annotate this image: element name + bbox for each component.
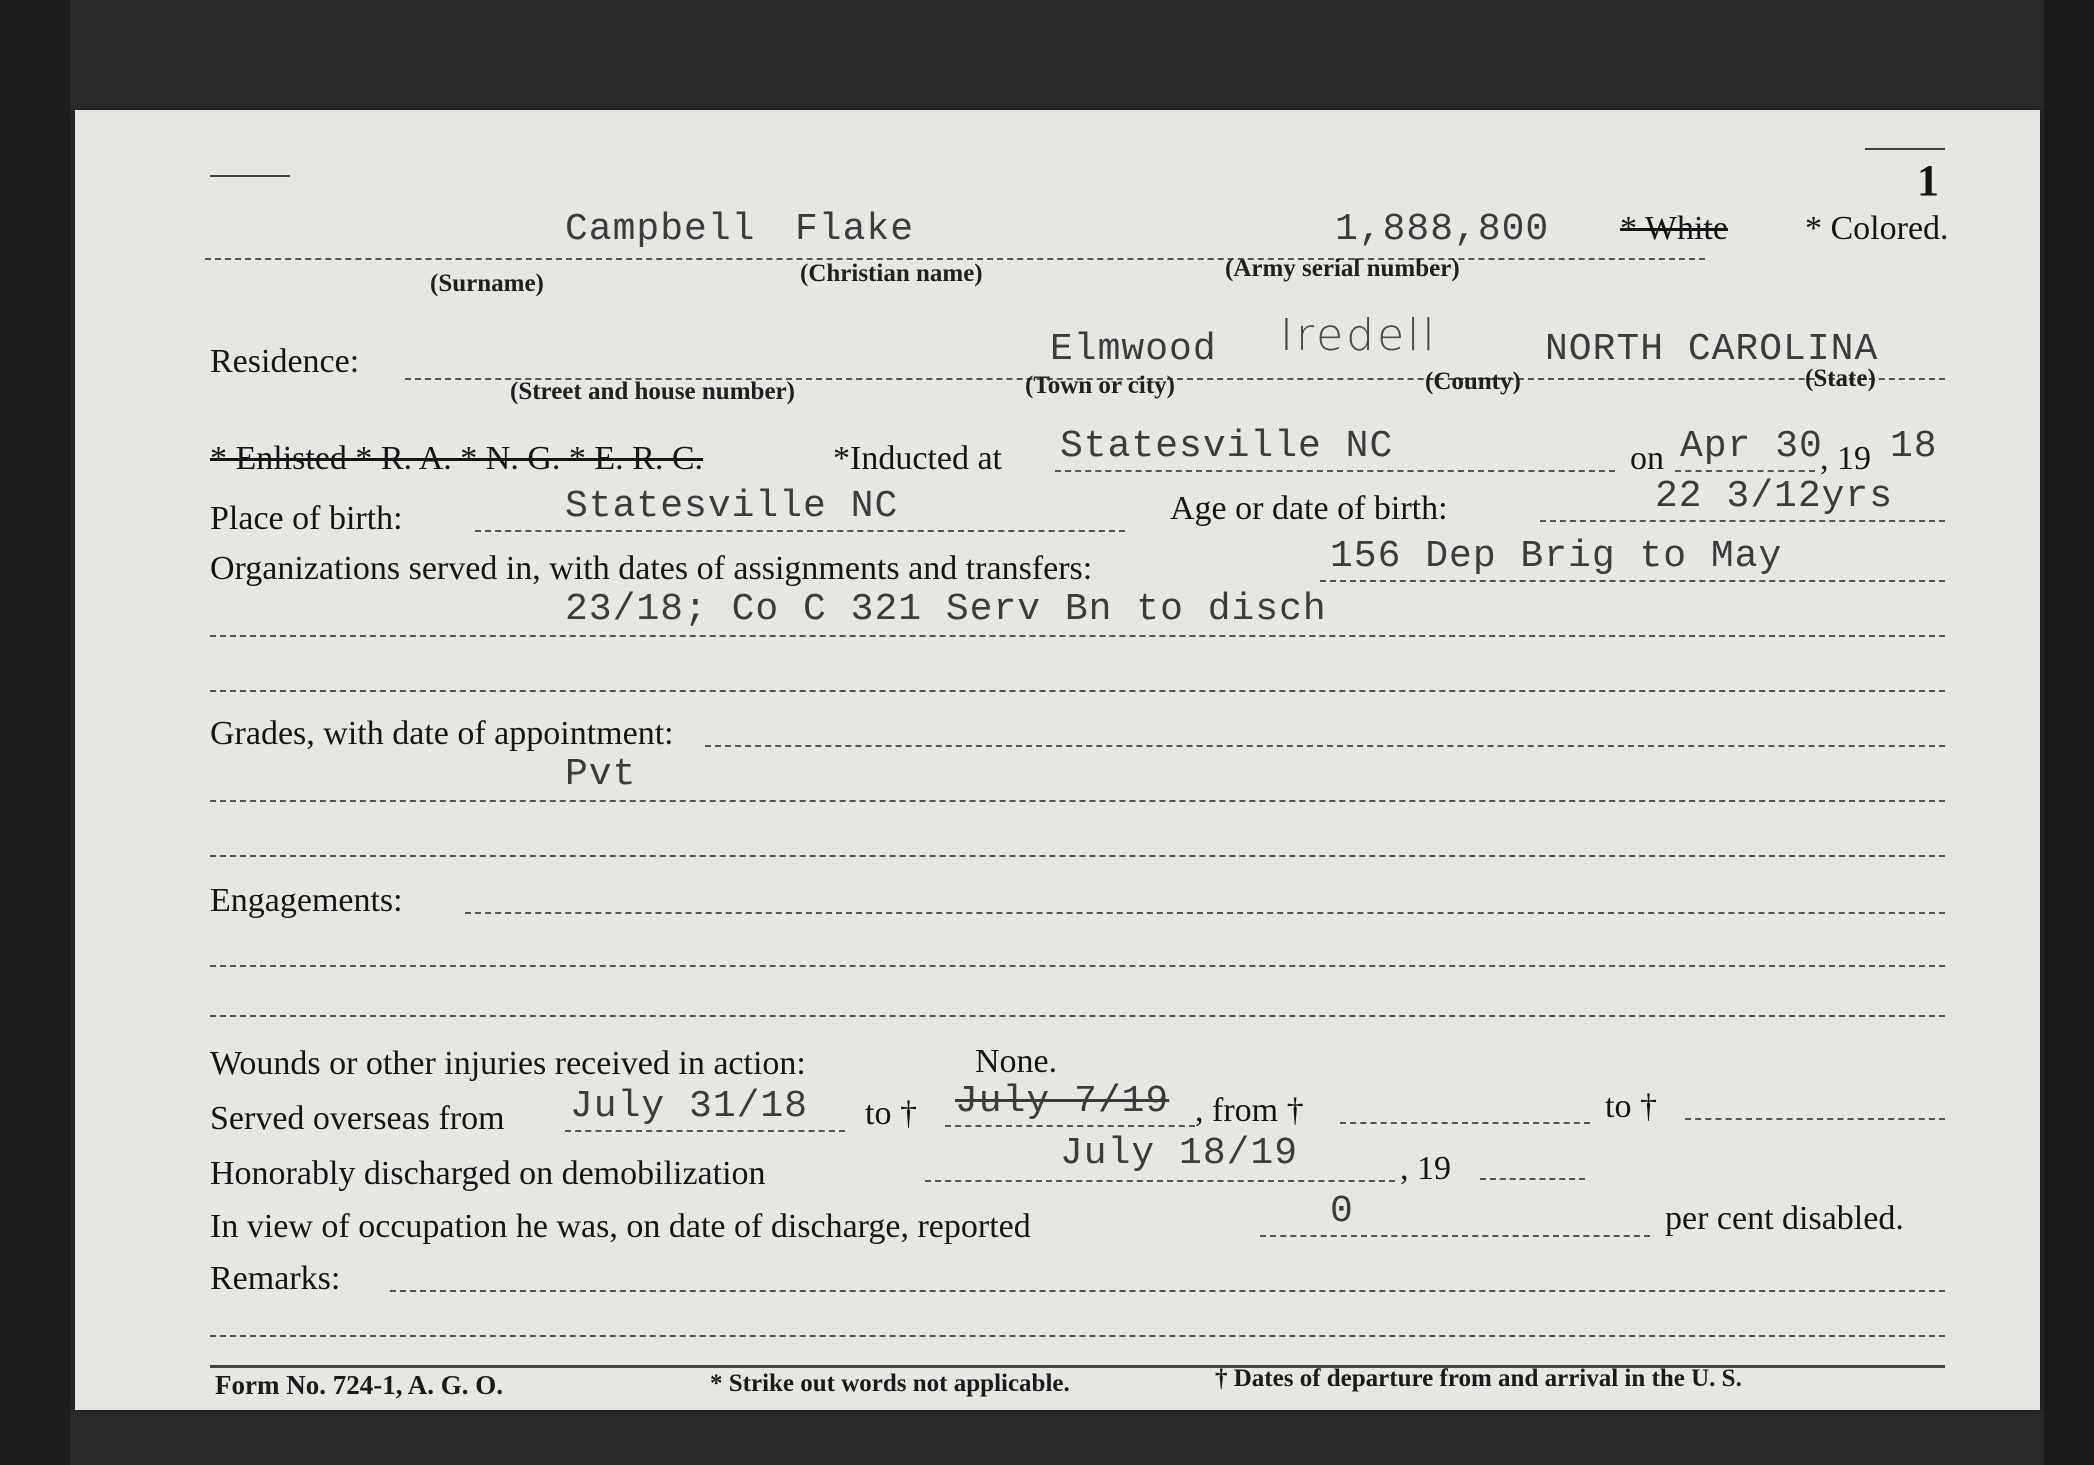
- serial-caption: (Army serial number): [1225, 255, 1460, 282]
- top-right-rule: [1865, 148, 1945, 150]
- overseas-to2-line: [1685, 1118, 1945, 1120]
- scan-right-border: [2044, 0, 2094, 1465]
- residence-label: Residence:: [210, 343, 360, 380]
- inducted-label: *Inducted at: [833, 440, 1002, 477]
- organizations-label: Organizations served in, with dates of assignments and transfers:: [210, 550, 1093, 587]
- organizations-value-2: 23/18; Co C 321 Serv Bn to disch: [565, 588, 1327, 631]
- wounds-label: Wounds or other injuries received in action:: [210, 1045, 806, 1082]
- age-value: 22 3/12yrs: [1655, 475, 1894, 518]
- white-label: * White: [1620, 210, 1728, 247]
- discharge-year-line: [1480, 1178, 1585, 1180]
- county-caption: (County): [1425, 368, 1521, 395]
- overseas-to-label: to †: [865, 1095, 917, 1132]
- grades-line-3: [210, 855, 1945, 857]
- disability-suffix: per cent disabled.: [1665, 1200, 1904, 1237]
- induction-year-prefix: , 19: [1820, 440, 1871, 477]
- disability-value: 0: [1330, 1190, 1354, 1233]
- state-value: NORTH CAROLINA: [1545, 328, 1879, 371]
- engagements-line-2: [210, 965, 1945, 967]
- engagements-label: Engagements:: [210, 882, 403, 919]
- footer-strike-note: * Strike out words not applicable.: [710, 1370, 1070, 1397]
- disability-label: In view of occupation he was, on date of discharge, reported: [210, 1208, 1031, 1245]
- overseas-to-value: July 7/19: [955, 1080, 1170, 1123]
- christian-name-value: Flake: [795, 208, 915, 251]
- top-left-rule: [210, 175, 290, 177]
- grades-value: Pvt: [565, 753, 637, 796]
- card-number: 1: [1917, 156, 1939, 205]
- state-caption: (State): [1805, 365, 1876, 392]
- town-value: Elmwood: [1050, 328, 1217, 371]
- remarks-line-2: [210, 1335, 1945, 1337]
- grades-line-2: [210, 800, 1945, 802]
- county-value: Iredell: [1280, 310, 1438, 361]
- engagements-line-3: [210, 1015, 1945, 1017]
- overseas-from-line: [565, 1130, 845, 1132]
- overseas-label: Served overseas from: [210, 1100, 505, 1137]
- discharge-label: Honorably discharged on demobilization: [210, 1155, 766, 1192]
- discharge-year-label: , 19: [1400, 1150, 1451, 1187]
- discharge-line: [925, 1180, 1395, 1182]
- christian-name-caption: (Christian name): [800, 260, 983, 287]
- birth-place-line: [475, 530, 1125, 532]
- induction-place-line: [1055, 470, 1615, 472]
- disability-line: [1260, 1235, 1650, 1237]
- induction-on-label: on: [1630, 440, 1664, 477]
- street-caption: (Street and house number): [510, 378, 795, 405]
- organizations-line-2: [210, 635, 1945, 637]
- organizations-line-1: [1320, 580, 1945, 582]
- enlisted-options-struck: * Enlisted * R. A. * N. G. * E. R. C.: [210, 440, 704, 477]
- age-label: Age or date of birth:: [1170, 490, 1448, 527]
- induction-year-value: 18: [1890, 425, 1938, 468]
- engagements-line-1: [465, 912, 1945, 914]
- remarks-line-1: [390, 1290, 1945, 1292]
- grades-line-1: [705, 745, 1945, 747]
- surname-value: Campbell: [565, 208, 756, 251]
- induction-date-line: [1675, 470, 1815, 472]
- form-number: Form No. 724-1, A. G. O.: [215, 1370, 503, 1400]
- overseas-from2-label: , from †: [1195, 1092, 1304, 1129]
- serial-value: 1,888,800: [1335, 208, 1550, 251]
- organizations-line-3: [210, 690, 1945, 692]
- grades-label: Grades, with date of appointment:: [210, 715, 674, 752]
- town-caption: (Town or city): [1025, 372, 1175, 399]
- organizations-value-1: 156 Dep Brig to May: [1330, 535, 1783, 578]
- scan-left-border: [0, 0, 70, 1465]
- discharge-date-value: July 18/19: [1060, 1132, 1299, 1175]
- colored-label: * Colored.: [1805, 210, 1949, 247]
- induction-place-value: Statesville NC: [1060, 425, 1394, 468]
- birth-place-label: Place of birth:: [210, 500, 403, 537]
- service-record-card: [75, 110, 2040, 1410]
- overseas-from2-line: [1340, 1122, 1590, 1124]
- surname-caption: (Surname): [430, 270, 544, 297]
- age-line: [1540, 520, 1945, 522]
- overseas-to-line: [945, 1125, 1195, 1127]
- remarks-label: Remarks:: [210, 1260, 341, 1297]
- birth-place-value: Statesville NC: [565, 485, 899, 528]
- overseas-from-value: July 31/18: [570, 1085, 809, 1128]
- wounds-value: None.: [975, 1043, 1058, 1080]
- footer-dates-note: † Dates of departure from and arrival in the U. S.: [1215, 1365, 1742, 1392]
- overseas-to2-label: to †: [1605, 1088, 1657, 1125]
- induction-date-value: Apr 30: [1680, 425, 1823, 468]
